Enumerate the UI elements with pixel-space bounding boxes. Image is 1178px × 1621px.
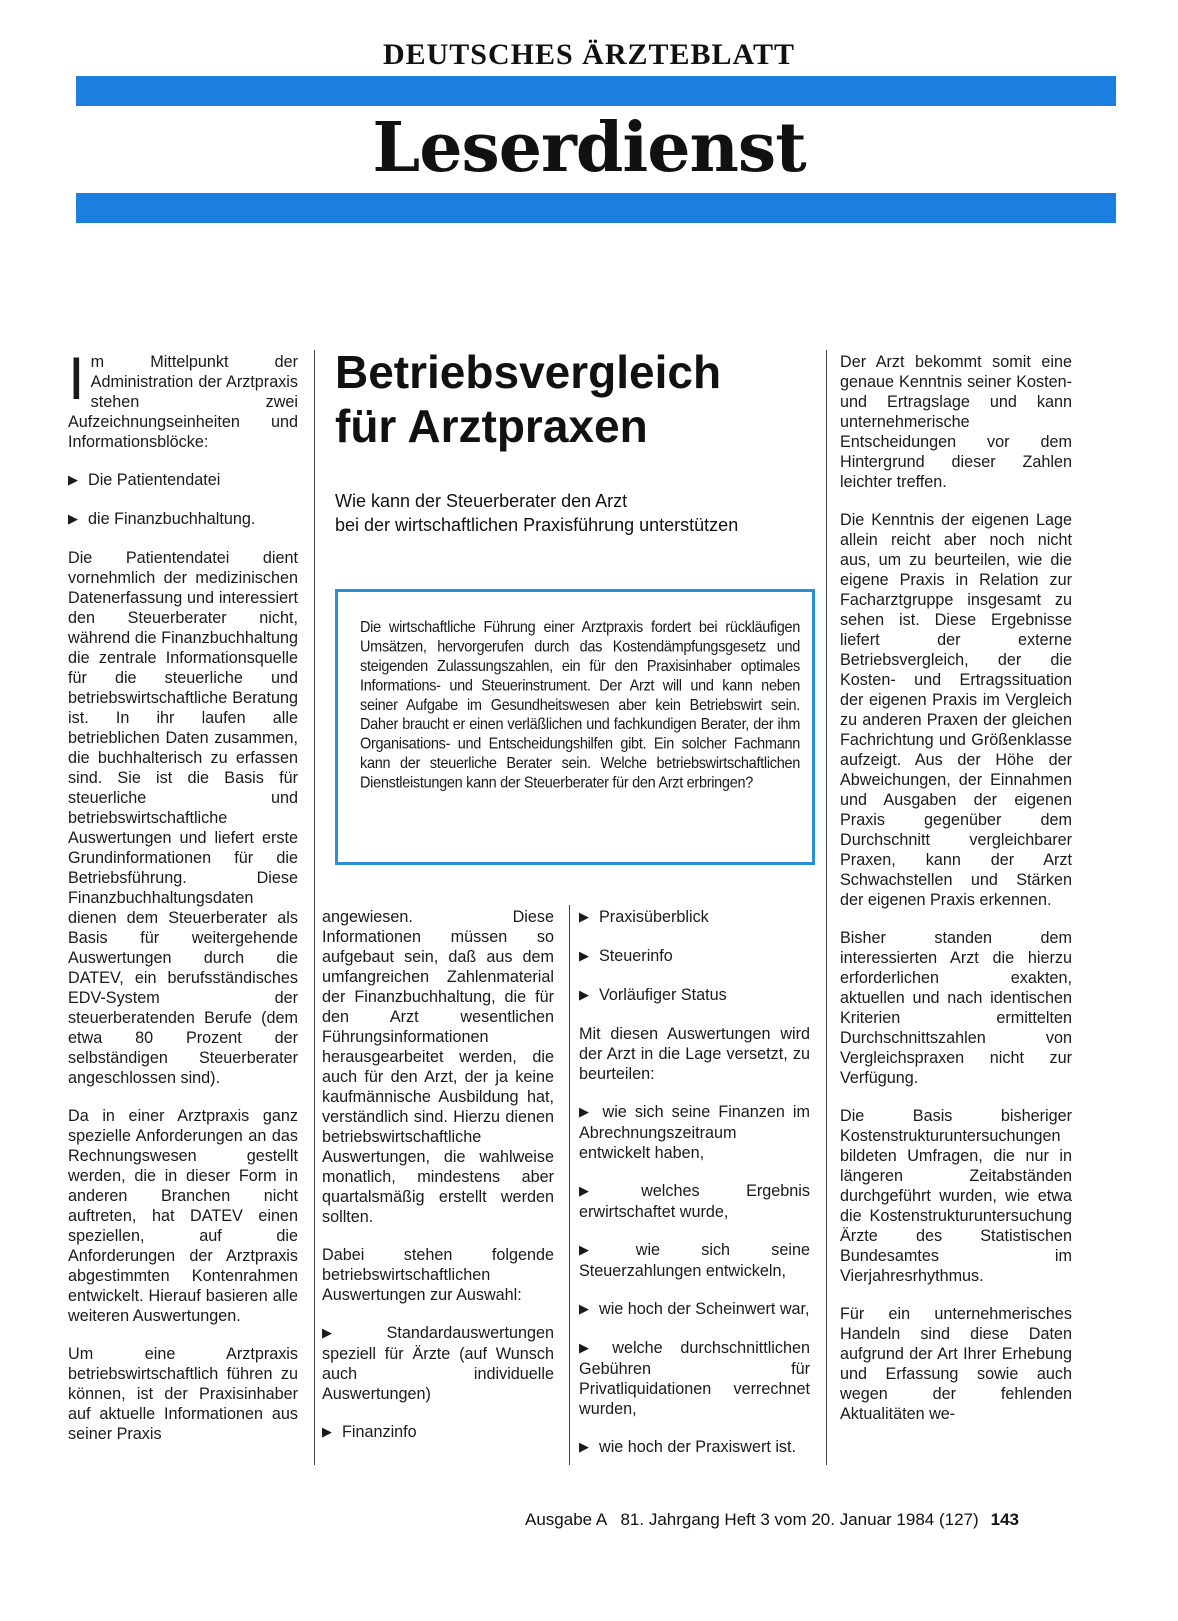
- triangle-bullet-icon: ▶: [322, 1424, 332, 1439]
- issue-info: Ausgabe A 81. Jahrgang Heft 3 vom 20. Januar 1984 (127): [525, 1510, 979, 1529]
- column-rule: [569, 905, 570, 1465]
- paragraph: Um eine Arztpraxis betriebswirtschaftlich führen zu können, ist der Praxisinhaber auf aktuelle Informationen aus seiner Praxis: [68, 1345, 298, 1443]
- column-3: [579, 907, 810, 1476]
- column-rule: [314, 350, 315, 1465]
- triangle-bullet-icon: ▶: [68, 472, 78, 487]
- triangle-bullet-icon: ▶: [579, 948, 589, 963]
- list-item: ▶ welches Ergebnis erwirtschaftet wurde,: [579, 1182, 810, 1221]
- triangle-bullet-icon: ▶: [579, 1183, 632, 1198]
- paragraph: Mit diesen Auswertungen wird der Arzt in die Lage versetzt, zu beurteilen:: [579, 1025, 810, 1083]
- page-footer: [525, 1510, 1019, 1530]
- paragraph: Die Patientendatei dient vornehmlich der medizinischen Datenerfassung und interessiert den Steuerberater nicht, während die Finanzbuchhaltung die zentrale Informationsquelle für die steuerliche und betriebswirtschaftliche Beratung ist. In ihr laufen alle betrieblichen Daten zusammen, die buchhalterisch zu erfassen sind. Sie ist die Basis für steuerliche und betriebswirtschaftliche Auswertungen und liefert erste Grundinformationen für die Betriebsführung. Diese Finanzbuchhaltungsdaten dienen dem Steuerberater als Basis für weitergehende Auswertungen durch die DATEV, ein berufsständisches EDV-System der steuerberatenden Berufe (dem etwa 80 Prozent der selbständigen Steuerberater angeschlossen sind).: [68, 549, 298, 1087]
- triangle-bullet-icon: ▶: [322, 1325, 377, 1340]
- masthead: DEUTSCHES ÄRZTEBLATT: [382, 38, 796, 71]
- page-number: 143: [990, 1510, 1020, 1529]
- column-1: [68, 345, 298, 1462]
- article-title: Betriebsvergleich für Arztpraxen: [335, 346, 722, 452]
- section-title: Leserdienst: [372, 108, 806, 188]
- drop-cap: I: [68, 345, 85, 412]
- list-item: ▶ Praxisüberblick: [579, 908, 709, 926]
- triangle-bullet-icon: ▶: [579, 1104, 593, 1119]
- triangle-bullet-icon: ▶: [579, 987, 589, 1002]
- column-2: [322, 907, 554, 1461]
- paragraph: Der Arzt bekommt somit eine genaue Kenntnis seiner Kosten- und Ertragslage und kann unternehmerische Entscheidungen vor dem Hintergrund dieser Zahlen leichter treffen.: [840, 353, 1072, 491]
- list-item: ▶ Standardauswertungen speziell für Ärzte (auf Wunsch auch individuelle Auswertungen): [322, 1324, 554, 1403]
- column-4: [840, 352, 1072, 1442]
- list-item: ▶ Finanzinfo: [322, 1423, 417, 1441]
- list-item: ▶ wie sich seine Steuerzahlungen entwickeln,: [579, 1241, 810, 1280]
- triangle-bullet-icon: ▶: [68, 511, 78, 526]
- list-item: ▶ die Finanzbuchhaltung.: [68, 510, 256, 528]
- triangle-bullet-icon: ▶: [579, 909, 589, 924]
- list-item: ▶ wie sich seine Finanzen im Abrechnungszeitraum entwickelt haben,: [579, 1103, 811, 1162]
- paragraph: Die Kenntnis der eigenen Lage allein reicht aber noch nicht aus, um zu beurteilen, wie die eigene Praxis in Relation zur Facharztgruppe insgesamt zu sehen ist. Diese Ergebnisse liefert der externe Betriebsvergleich, der die Kosten- und Ertragssituation der eigenen Praxis im Vergleich zu anderen Praxen der gleichen Fachrichtung und Größenklasse aufzeigt. Aus der Höhe der Abweichungen, der Einnahmen und Ausgaben der eigenen Praxis gegenüber dem Durchschnitt vergleichbarer Praxen, kann der Arzt Schwachstellen und Stärken der eigenen Praxis erkennen.: [840, 511, 1072, 909]
- paragraph: Dabei stehen folgende betriebswirtschaftlichen Auswertungen zur Auswahl:: [322, 1246, 554, 1304]
- abstract-text: Die wirtschaftliche Führung einer Arztpraxis fordert bei rückläufigen Umsätzen, hervorgerufen durch das Kostendämpfungsgesetz und steigenden Zulassungszahlen, ein für den Praxisinhaber optimales Informations- und Steuerinstrument. Der Arzt will und kann neben seiner Aufgabe im Gesundheitswesen aber kein Betriebswirt sein. Daher braucht er einen verläßlichen und fachkundigen Berater, der ihm Organisations- und Entscheidungshilfen gibt. Ein solcher Fachmann kann der steuerliche Berater sein. Welche betriebswirtschaftlichen Dienstleistungen kann der Steuerberater für den Arzt erbringen?: [360, 619, 800, 792]
- list-item: ▶ Die Patientendatei: [68, 471, 221, 489]
- accent-bar-top: [76, 76, 1116, 106]
- paragraph: Die Basis bisheriger Kostenstrukturuntersuchungen bildeten Umfragen, die nur in längeren Zeitabständen durchgeführt wurden, wie etwa die Kostenstrukturuntersuchung Ärzte des Statistischen Bundesamtes im Vierjahresrhythmus.: [840, 1107, 1072, 1285]
- triangle-bullet-icon: ▶: [579, 1301, 589, 1316]
- list-item: ▶ wie hoch der Scheinwert war,: [579, 1300, 810, 1318]
- paragraph: angewiesen. Diese Informationen müssen so aufgebaut sein, daß aus dem umfangreichen Zahlenmaterial der Finanzbuchhaltung, die für den Arzt wesentlichen Führungsinformationen herausgearbeitet werden, die auch für den Arzt, der ja keine kaufmännische Ausbildung hat, verständlich sind. Hierzu dienen betriebswirtschaftliche Auswertungen, die wahlweise monatlich, mindestens aber quartalsmäßig erstellt werden sollten.: [322, 908, 554, 1226]
- abstract-box: [335, 589, 815, 865]
- list-item: ▶ wie hoch der Praxiswert ist.: [579, 1438, 797, 1456]
- article-subtitle: Wie kann der Steuerberater den Arzt bei der wirtschaftlichen Praxisführung unterstützen: [335, 491, 739, 535]
- paragraph: Da in einer Arztpraxis ganz spezielle Anforderungen an das Rechnungswesen gestellt werden, die in dieser Form in anderen Branchen nicht auftreten, hat DATEV einen speziellen, auf die Anforderungen der Arztpraxis abgestimmten Kontenrahmen entwickelt. Hierauf basieren alle weiteren Auswertungen.: [68, 1107, 298, 1325]
- paragraph: Bisher standen dem interessierten Arzt die hierzu erforderlichen exakten, aktuellen und nach identischen Kriterien ermittelten Durchschnittszahlen von Vergleichspraxen nicht zur Verfügung.: [840, 929, 1072, 1087]
- triangle-bullet-icon: ▶: [579, 1340, 603, 1355]
- list-item: ▶ Steuerinfo: [579, 947, 673, 965]
- accent-bar-bottom: [76, 193, 1116, 223]
- list-item: ▶ welche durchschnittlichen Gebühren für Privatliquidationen verrechnet wurden,: [579, 1339, 810, 1418]
- intro-text: m Mittelpunkt der Administration der Arztpraxis stehen zwei Aufzeichnungseinheiten und Informationsblöcke:: [68, 353, 298, 451]
- intro-paragraph: [68, 345, 298, 452]
- triangle-bullet-icon: ▶: [579, 1439, 589, 1454]
- list-item: ▶ Vorläufiger Status: [579, 986, 727, 1004]
- paragraph: Für ein unternehmerisches Handeln sind diese Daten aufgrund der Art Ihrer Erhebung und Erfassung sowie auch wegen der fehlenden Aktualitäten we-: [840, 1305, 1072, 1423]
- triangle-bullet-icon: ▶: [579, 1242, 626, 1257]
- column-rule: [826, 350, 827, 1465]
